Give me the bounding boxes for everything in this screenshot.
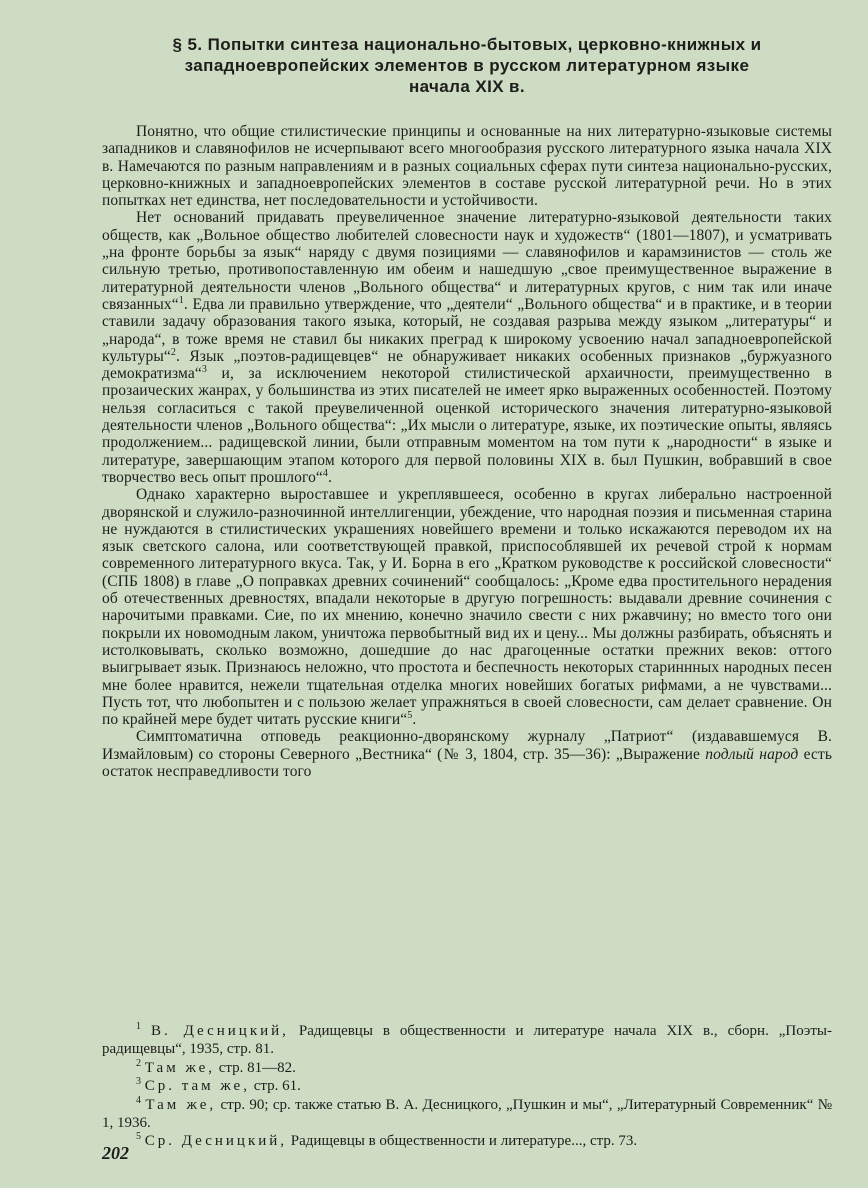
paragraph-text: . Язык „поэтов-радищевцев“ не обнаруживает никаких особенных признаков „буржуазного демократизма“ [102,347,832,383]
footnote-text: стр. 61. [249,1078,301,1095]
footnote-number: 2 [136,1057,141,1069]
emphasized-text: подлый народ [705,745,799,763]
footnote-number: 5 [136,1131,141,1143]
paragraph [102,123,832,209]
paragraph-text: Однако характерно выроставшее и укреплявшееся, особенно в кругах либерально настроенной дворянской и служило-разночинной интеллигенции, убеждение, что народная поэзия и письменная старина не нуждаются в стилистических украшениях новейшего времени и только искажаются переводом их на язык светского салона, или соответствующей правкой, приспособлявшей их речевой строй к нормам современного литературного вкуса. Так, у И. Борна в его „Кратком руководстве к российской словесности“ (СПБ 1808) в главе „О поправках древних сочинений“ сообщалось: „Кроме едва простительного нерадения об отечественных древностях, впадали некоторые в другую погрешность: выдавали древние сочинения с нарочитыми правками. Сие, по их мнению, конечно значило свести с них ржавчину; но вместо того они покрыли их новомодным лаком, уничтожа первобытный вид их и цену... Мы должны разбирать, объяснять и истолковывать, сколько возможно, дошедшие до нас драгоценные остатки прежних веков: оттого выигрывает язык. Признаюсь неложно, что простота и беспечность некоторых стариннных народных песен мне более нравится, нежели тщательная отделка многих новейших богатых рифмами, а не чувствами... Пусть тот, что любопытен и с пользою желает упражняться в своей словесности, сам делает сравнение. Он по крайней мере будет читать русские книги“ [102,486,832,729]
section-heading [102,34,832,97]
footnote-ref[interactable]: 4 [322,467,329,479]
paragraph-text: Понятно, что общие стилистические принципы и основанные на них литературно-языковые системы западников и славянофилов не исчерпывают всего многообразия русского литературного языка начала XIX в. Намечаются по разным направлениям и в разных социальных сферах пути синтеза национально-русских, церковно-книжных и западноевропейских элементов в составе русской литературной речи. Но в этих попытках нет единства, нет последовательности и устойчивости. [102,123,832,210]
footnote-text: Радищевцы в общественности и литературе начала XIX в., сборн. „Поэты-радищевцы“, 1935, стр. 81. [102,1023,832,1058]
footnote-author: Ср. там же, [144,1078,250,1095]
paragraph-text: . [328,468,332,486]
footnote-ref[interactable]: 2 [170,346,176,358]
footnote-author: Ср. Десницкий, [144,1133,288,1150]
paragraph-text: Симптоматична отповедь реакционно-дворянскому журналу „Патриот“ (издававшемуся В. Измайловым) со стороны Северного „Вестника“ (№ 3, 1804, стр. 35—36): „Выражение [102,728,832,763]
heading-line: начала XIX в. [408,77,526,96]
paragraph-text: есть остаток несправедливости того [102,745,833,780]
footnote-ref[interactable]: 5 [407,709,413,721]
footnote-number: 1 [136,1021,141,1032]
paragraph-text: и, за исключением некоторой стилистической архаичности, преимущественно в прозаических жанрах, у большинства из этих писателей не имеет ярко выраженных особенностей. Поэтому нельзя согласиться с такой преувеличенной оценкой исторического значения литературно-языковой деятельности членов „Вольного общества“: „Их мысли о литературе, языке, их поэтические опыты, являясь продолжением... радищевской линии, были отправным моментом на том пути к „народности“ в языке и литературе, завершающим этапом которого для первой половины XIX в. был Пушкин, вобравший в свое творчество весь опыт прошлого“ [102,365,832,486]
paragraph-text: Нет оснований придавать преувеличенное значение литературно-языковой деятельности таких обществ, как „Вольное общество любителей словесности наук и художеств“ (1801—1807), и усматривать „на фронте борьбы за язык“ наряду с двумя позициями — славянофилов и карамзинистов — столь же сильную третью, противопоставленную им обеим и нашедшую „свое преимущественное выражение в литературной деятельности членов „Вольного общества“ и литературных кругов, с ним так или иначе связанных“ [102,209,832,313]
body-text [102,123,832,780]
footnote [102,1132,832,1150]
page-number: 202 [102,1143,129,1163]
footnotes [102,1022,832,1151]
footnote-author: В. Десницкий, [150,1023,289,1039]
heading-line: западноевропейских элементов в русском литературном языке [184,56,750,75]
footnote [102,1059,832,1077]
footnote [102,1077,832,1095]
footnote-text: стр. 81—82. [215,1059,296,1076]
paragraph [102,728,832,780]
footnote-author: Там же, [145,1096,217,1113]
paragraph [102,486,832,728]
footnote-text: Радищевцы в общественности и литературе..., стр. 73. [287,1133,638,1150]
paragraph [102,209,832,486]
paragraph-text: . Едва ли правильно утверждение, что „деятели“ „Вольного общества“ и в практике, и в теории ставили задачу образования такого языка, который, не создавая разрыва между языком „литературы“ и „народа“, в тоже время не ставил бы никаких преград к широкому усвоению начал западноевропейской культуры“ [102,295,832,365]
footnote [102,1022,832,1059]
footnote-author: Там же, [144,1059,216,1076]
footnote [102,1096,832,1133]
heading-line: § 5. Попытки синтеза национально-бытовых, церковно-книжных и [172,35,762,54]
paragraph-text: . [412,711,417,729]
footnote-number: 4 [136,1094,141,1106]
footnote-number: 3 [136,1076,141,1088]
footnote-ref[interactable]: 1 [178,294,184,306]
footnote-ref[interactable]: 3 [201,364,207,375]
footnote-text: стр. 90; ср. также статью В. А. Десницкого, „Пушкин и мы“, „Литературный Современник“ № 1, 1936. [102,1096,833,1132]
